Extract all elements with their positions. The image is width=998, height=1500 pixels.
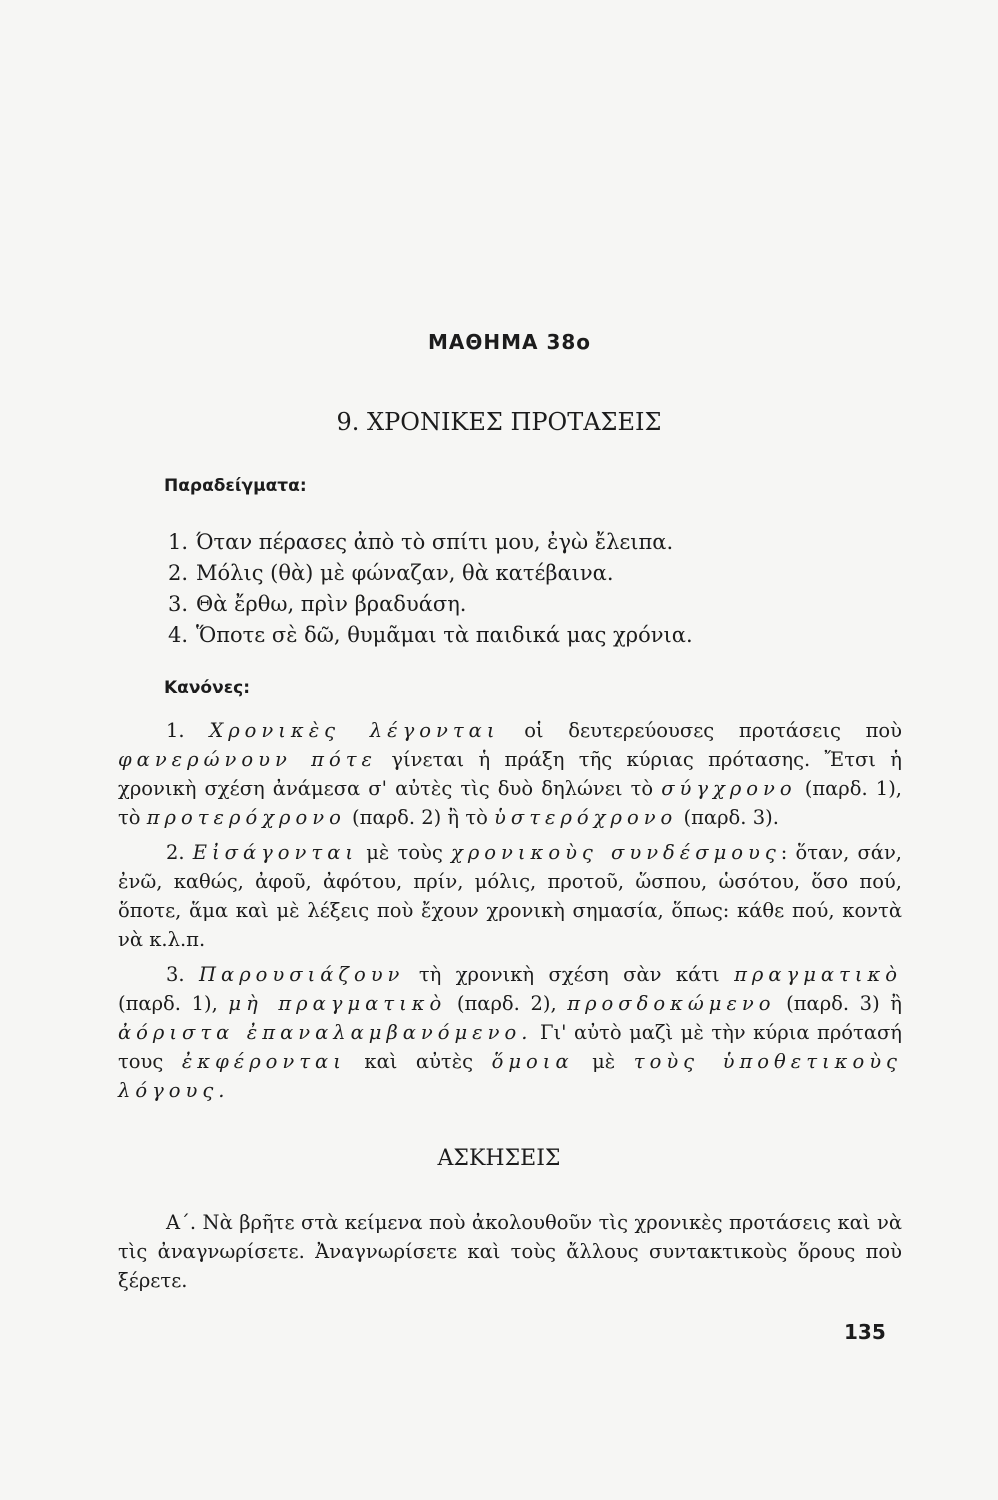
- rule-number: 3.: [166, 963, 185, 986]
- rule-text: (παρδ. 1),: [118, 992, 229, 1015]
- example-text: Μόλις (θὰ) μὲ φώναζαν, θὰ κατέβαινα.: [196, 561, 614, 585]
- rule-term: μὴ πραγματικὸ: [228, 992, 447, 1015]
- rules-label: Κανόνες:: [164, 678, 251, 698]
- rule-text: γίνεται ἡ πράξη τῆς κύριας πρότασης. Ἔτσι ἡ χρονικὴ σχέση ἀνάμεσα σ' αὐτὲς τὶς δυὸ δηλώνει τὸ: [118, 748, 902, 800]
- rule-text: μὲ τοὺς: [358, 841, 452, 864]
- rule-paragraph-1: [118, 716, 902, 832]
- rule-text: (παρδ. 2),: [446, 992, 568, 1015]
- rule-text: καὶ αὐτὲς: [345, 1050, 492, 1073]
- rule-text: : ὅταν, σάν, ἐνῶ, καθώς, ἀφοῦ, ἀφότου, πρίν, μόλις, προτοῦ, ὥσπου, ὡσότου, ὅσο πού, ὅποτε, ἅμα καὶ μὲ λέξεις ποὺ ἔχουν χρονικὴ σημασία, ὅπως: κάθε πού, κοντὰ νὰ κ.λ.π.: [118, 841, 902, 951]
- example-item: [168, 558, 693, 589]
- rule-term: τοὺς ὑποθετικοὺς λόγους.: [118, 1050, 902, 1102]
- examples-label: Παραδείγματα:: [164, 476, 307, 496]
- rule-term: χρονικοὺς συνδέσμους: [451, 841, 781, 864]
- example-number: 3.: [168, 592, 189, 616]
- exercises-title: ΑΣΚΗΣΕΙΣ: [437, 1146, 561, 1171]
- rule-text: Γι' αὐτὸ μαζὶ μὲ τὴν κύρια πρότασή τους: [118, 1021, 902, 1073]
- rule-term: σύγχρονο: [661, 777, 797, 800]
- rule-term: πραγματικὸ: [734, 963, 902, 986]
- rule-text: μὲ: [573, 1050, 634, 1073]
- example-item: [168, 527, 693, 558]
- rule-term: ὅμοια: [491, 1050, 574, 1073]
- exercise-text: Νὰ βρῆτε στὰ κείμενα ποὺ ἀκολουθοῦν τὶς χρονικὲς προτάσεις καὶ νὰ τὶς ἀναγνωρίσετε. Ἀναγνωρίσετε καὶ τοὺς ἄλλους συντακτικοὺς ὅρους ποὺ ξέρετε.: [118, 1211, 903, 1292]
- rule-term: ὑστερόχρονο: [494, 806, 678, 829]
- rule-term: Παρουσιάζουν: [199, 963, 405, 986]
- example-text: Ὅποτε σὲ δῶ, θυμᾶμαι τὰ παιδικά μας χρόνια.: [196, 623, 693, 647]
- lesson-title: ΜΑΘΗΜΑ 38ο: [428, 330, 592, 354]
- rule-term: ἀόριστα ἐπαναλαμβανόμενο.: [118, 1021, 533, 1044]
- rule-paragraph-2: [118, 838, 902, 954]
- examples-list: [168, 527, 693, 651]
- rule-term: προτερόχρονο: [146, 806, 346, 829]
- example-number: 4.: [168, 623, 189, 647]
- rule-text: οἱ δευτερεύουσες προτάσεις ποὺ: [499, 719, 903, 742]
- rule-number: 2.: [166, 841, 185, 864]
- rule-text: (παρδ. 2) ἢ τὸ: [345, 806, 495, 829]
- rule-term: ἐκφέρονται: [181, 1050, 346, 1073]
- example-item: [168, 620, 693, 651]
- section-title: 9. ΧΡΟΝΙΚΕΣ ΠΡΟΤΑΣΕΙΣ: [336, 408, 662, 436]
- rule-text: (παρδ. 3) ἢ: [775, 992, 902, 1015]
- rule-text: (παρδ. 1), τὸ: [118, 777, 902, 829]
- page-number: 135: [844, 1320, 886, 1344]
- rule-text: τὴ χρονικὴ σχέση σὰν κάτι: [404, 963, 735, 986]
- rules-block: [118, 716, 902, 1111]
- exercise-number: Α΄.: [166, 1211, 197, 1234]
- rule-paragraph-3: [118, 960, 902, 1105]
- exercise-a: [118, 1208, 902, 1295]
- example-number: 1.: [168, 530, 189, 554]
- rule-term: φανερώνουν πότε: [118, 748, 377, 771]
- rule-term: προσδοκώμενο: [567, 992, 776, 1015]
- example-text: Θὰ ἔρθω, πρὶν βραδυάση.: [196, 592, 467, 616]
- rule-number: 1.: [166, 719, 185, 742]
- example-number: 2.: [168, 561, 189, 585]
- rule-text: (παρδ. 3).: [677, 806, 779, 829]
- rule-term: Χρονικὲς λέγονται: [209, 719, 500, 742]
- example-item: [168, 589, 693, 620]
- example-text: Όταν πέρασες ἀπὸ τὸ σπίτι μου, ἐγὼ ἔλειπα.: [196, 530, 674, 554]
- rule-term: Εἰσάγονται: [192, 841, 359, 864]
